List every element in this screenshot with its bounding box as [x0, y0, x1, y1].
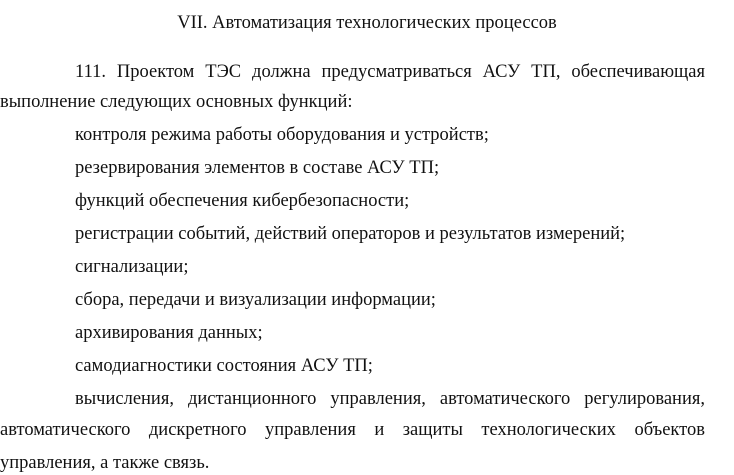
function-item-data-visualization: сбора, передачи и визуализации информации; — [75, 290, 436, 310]
function-item-event-logging: регистрации событий, действий операторов и результатов измерений; — [75, 224, 626, 244]
clause-111-line-1: 111. Проектом ТЭС должна предусматриваться АСУ ТП, обеспечивающая — [75, 62, 705, 82]
function-item-control-line-1: вычисления, дистанционного управления, автоматического регулирования, — [75, 389, 705, 409]
function-item-self-diagnostics: самодиагностики состояния АСУ ТП; — [75, 356, 373, 376]
function-item-cybersecurity: функций обеспечения кибербезопасности; — [75, 191, 410, 211]
function-item-redundancy: резервирования элементов в составе АСУ ТП; — [75, 158, 440, 178]
clause-111-line-2: выполнение следующих основных функций: — [0, 92, 353, 112]
function-item-monitoring: контроля режима работы оборудования и устройств; — [75, 125, 489, 145]
function-item-alarms: сигнализации; — [75, 257, 189, 277]
function-item-control-line-3: управления, а также связь. — [0, 453, 210, 473]
section-heading: VII. Автоматизация технологических процессов — [177, 13, 557, 33]
function-item-archiving: архивирования данных; — [75, 323, 263, 343]
function-item-control-line-2: автоматического дискретного управления и защиты технологических объектов — [0, 420, 705, 440]
